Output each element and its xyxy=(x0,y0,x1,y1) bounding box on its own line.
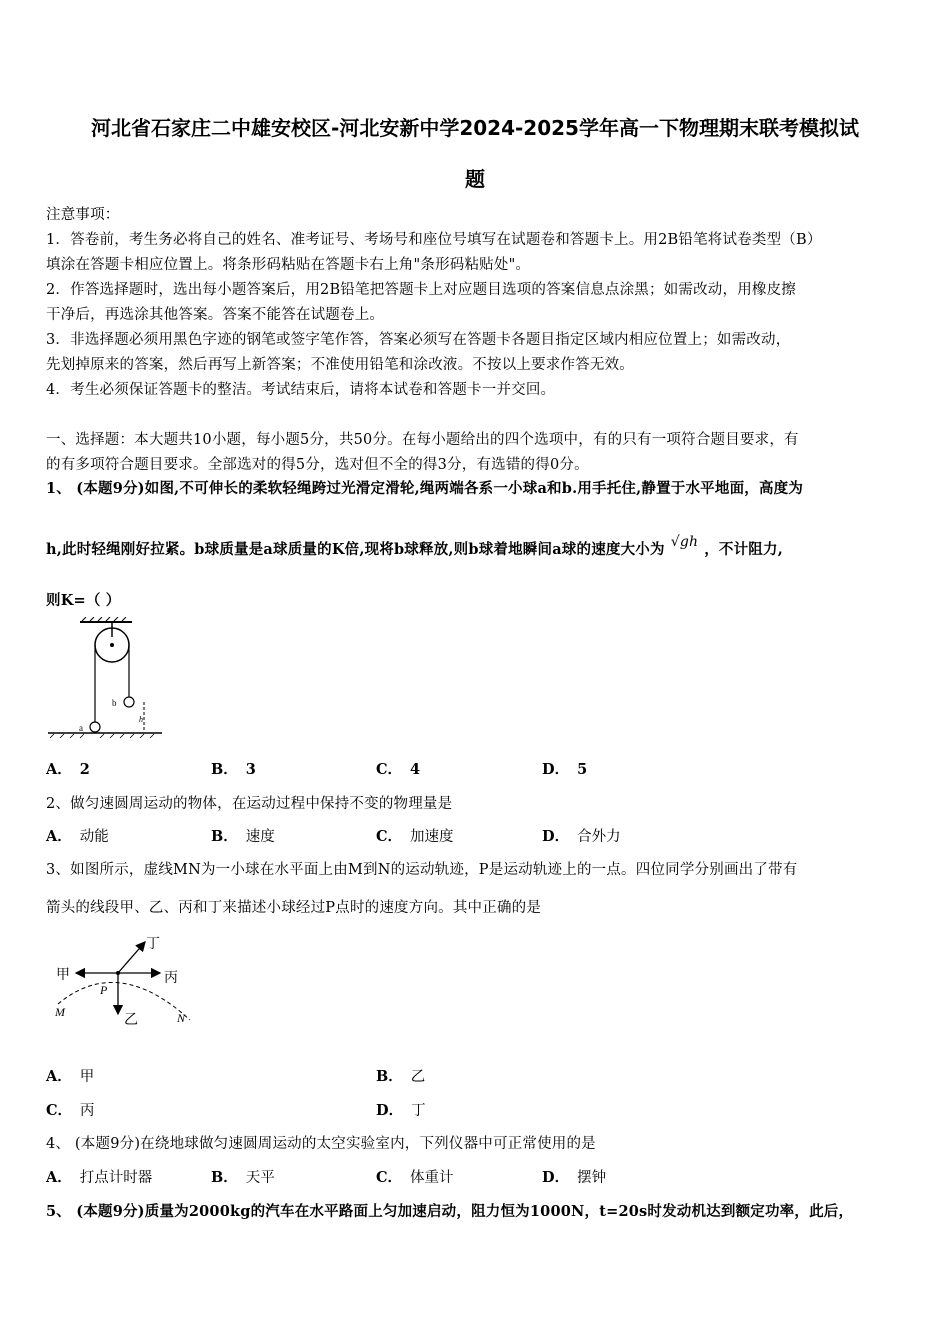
point-p xyxy=(116,971,120,975)
notice-line: 2．作答选择题时，选出每小题答案后，用2B铅笔把答题卡上对应题目选项的答案信息点涂黑；如需改动，用橡皮擦 xyxy=(46,282,797,298)
q1-option-c[interactable]: C． 4 xyxy=(376,761,421,778)
q2-option-d[interactable]: D． 合外力 xyxy=(542,828,621,845)
section-heading-line2: 的有多项符合题目要求。全部选对的得5分，选对但不全的得3分，有选错的得0分。 xyxy=(46,457,589,473)
ball-b xyxy=(124,697,134,707)
ball-a xyxy=(90,722,100,732)
q4-option-d[interactable]: D． 摆钟 xyxy=(542,1169,607,1186)
page-title-line2: 题 xyxy=(465,167,485,191)
notice-line: 干净后，再选涂其他答案。答案不能答在试题卷上。 xyxy=(46,307,385,323)
q4-option-c[interactable]: C． 体重计 xyxy=(376,1169,454,1186)
ball-a-label: a xyxy=(79,723,83,733)
ground-hatch xyxy=(50,734,154,738)
q4-stem: 4、 (本题9分)在绕地球做匀速圆周运动的太空实验室内，下列仪器中可正常使用的是 xyxy=(46,1136,596,1152)
q2-stem: 2、做匀速圆周运动的物体，在运动过程中保持不变的物理量是 xyxy=(46,796,453,812)
notice-line: 3．非选择题必须用黑色字迹的钢笔或签字笔作答，答案必须写在答题卡各题目指定区域内相应位置上；如需改动， xyxy=(46,332,791,348)
label-bing: 丙 xyxy=(164,971,178,986)
label-m: M xyxy=(55,1005,65,1019)
arrow-ding xyxy=(118,942,145,973)
q1-stem-line2b: ，不计阻力, xyxy=(704,541,783,558)
notice-heading: 注意事项： xyxy=(46,207,120,223)
velocity-figure xyxy=(50,932,200,1032)
notice-line: 1．答卷前，考生务必将自己的姓名、准考证号、考场号和座位号填写在试题卷和答题卡上。用2B铅笔将试卷类型（B） xyxy=(46,232,822,248)
label-ding: 丁 xyxy=(146,937,160,952)
q1-option-a[interactable]: A． 2 xyxy=(46,761,90,778)
q2-option-a[interactable]: A． 动能 xyxy=(46,828,109,845)
label-yi: 乙 xyxy=(124,1013,138,1028)
height-label: h xyxy=(139,715,143,724)
q3-stem-line2: 箭头的线段甲、乙、丙和丁来描述小球经过P点时的速度方向。其中正确的是 xyxy=(46,900,542,916)
q4-option-b[interactable]: B． 天平 xyxy=(211,1169,275,1186)
ceiling-hatch xyxy=(82,617,126,621)
notice-line: 填涂在答题卡相应位置上。将条形码粘贴在答题卡右上角"条形码粘贴处"。 xyxy=(46,257,531,273)
section-heading-line1: 一、选择题：本大题共10小题，每小题5分，共50分。在每小题给出的四个选项中，有的只有一项符合题目要求，有 xyxy=(46,432,799,448)
q1-option-b[interactable]: B． 3 xyxy=(211,761,256,778)
q1-stem-line3: 则K=（ ） xyxy=(46,592,121,609)
q5-stem-line1: 5、 (本题9分)质量为2000kg的汽车在水平路面上匀加速启动，阻力恒为1000N，t=20s时发动机达到额定功率，此后， xyxy=(46,1203,854,1220)
q1-stem-line2a: h,此时轻绳刚好拉紧。b球质量是a球质量的K倍,现将b球释放,则b球着地瞬间a球的速度大小为 xyxy=(46,541,665,558)
q3-stem-line1: 3、如图所示，虚线MN为一小球在水平面上由M到N的运动轨迹，P是运动轨迹上的一点。四位同学分别画出了带有 xyxy=(46,862,798,878)
q1-stem-line2 xyxy=(46,534,783,559)
page-title-line1: 河北省石家庄二中雄安校区-河北安新中学2024-2025学年高一下物理期末联考模拟试 xyxy=(91,116,859,140)
q3-option-d[interactable]: D． 丁 xyxy=(376,1102,426,1119)
q1-stem-line1: 1、 (本题9分)如图,不可伸长的柔软轻绳跨过光滑定滑轮,绳两端各系一小球a和b.用手托住,静置于水平地面，高度为 xyxy=(46,480,804,497)
q1-option-d[interactable]: D． 5 xyxy=(542,761,588,778)
q4-option-a[interactable]: A． 打点计时器 xyxy=(46,1169,153,1186)
q3-option-c[interactable]: C． 丙 xyxy=(46,1102,95,1119)
sqrt-gh-formula: √gh xyxy=(670,534,699,550)
label-p: P xyxy=(100,983,108,997)
pulley-axle xyxy=(110,643,114,647)
notice-line: 先划掉原来的答案，然后再写上新答案；不准使用铅笔和涂改液。不按以上要求作答无效。 xyxy=(46,357,634,373)
q2-option-b[interactable]: B． 速度 xyxy=(211,828,275,845)
q2-option-c[interactable]: C． 加速度 xyxy=(376,828,454,845)
pulley-figure xyxy=(46,617,166,739)
ball-b-label: b xyxy=(112,698,117,708)
label-n: N xyxy=(177,1011,186,1025)
notice-line: 4．考生必须保证答题卡的整洁。考试结束后，请将本试卷和答题卡一并交回。 xyxy=(46,382,556,398)
q3-option-b[interactable]: B． 乙 xyxy=(376,1068,426,1085)
q3-option-a[interactable]: A． 甲 xyxy=(46,1068,95,1085)
label-jia: 甲 xyxy=(56,968,70,983)
